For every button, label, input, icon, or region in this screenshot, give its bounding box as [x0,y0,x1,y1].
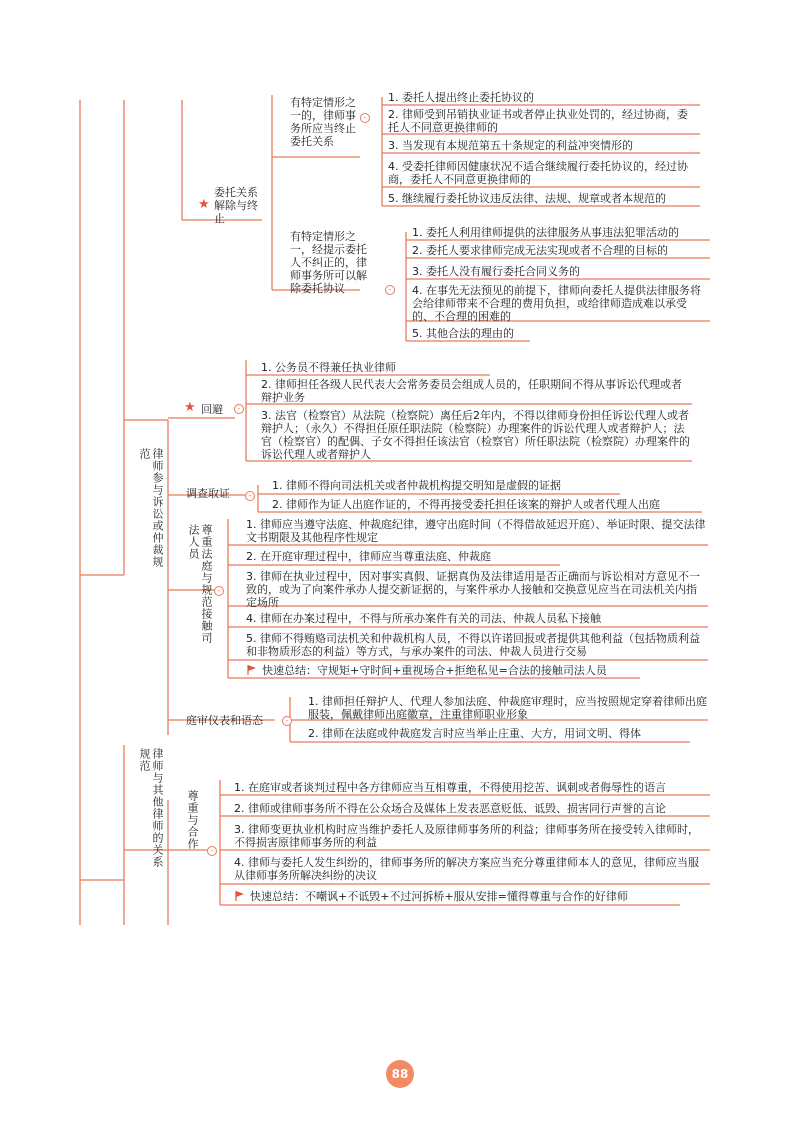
root-peers: 律师与其他律师的关系规范 [138,748,164,868]
summary-text: 快速总结：守规矩+守时间+重视场合+拒绝私见=合法的接触司法人员 [262,664,607,677]
list-item: 1. 律师不得向司法机关或者仲裁机构提交明知是虚假的证据 [272,479,561,492]
list-item: 2. 律师或律师事务所不得在公众场合及媒体上发表恶意贬低、诋毁、损害同行声誉的言论 [234,802,666,815]
star-icon: ★ [198,197,210,212]
list-item: 5. 律师不得贿赂司法机关和仲裁机构人员，不得以许诺回报或者提供其他利益（包括物质利益和非物质形态的利益）等方式，与承办案件的司法、仲裁人员进行交易 [246,632,700,658]
list-item: 3. 律师变更执业机构时应当维护委托人及原律师事务所的利益；律师事务所在接受转入律师时，不得损害原律师事务所的利益 [234,823,699,849]
list-item: 4. 在事先无法预见的前提下，律师向委托人提供法律服务将会给律师带来不合理的费用负担，或给律师造成难以承受的、不合理的困难的 [412,284,701,323]
collapse-icon[interactable]: - [385,285,395,295]
list-item: 1. 公务员不得兼任执业律师 [261,361,396,374]
collapse-icon[interactable]: - [360,113,370,123]
star-icon: ★ [184,400,196,415]
flag-icon [247,665,257,675]
collapse-icon[interactable]: - [245,491,255,501]
root-litigation: 律师参与诉讼或仲裁规范 [138,448,164,568]
summary-text: 快速总结：不嘲讽+不诋毁+不过河拆桥+服从安排=懂得尊重与合作的好律师 [250,890,628,903]
collapse-icon[interactable]: - [234,404,244,414]
list-item: 2. 在开庭审理过程中，律师应当尊重法庭、仲裁庭 [246,550,491,563]
page-number: 88 [386,1060,414,1088]
collapse-icon[interactable]: - [214,586,224,596]
list-item: 5. 继续履行委托协议违反法律、法规、规章或者本规范的 [388,192,666,205]
list-item: 4. 律师在办案过程中，不得与所承办案件有关的司法、仲裁人员私下接触 [246,612,601,625]
list-item: 2. 委托人要求律师完成无法实现或者不合理的目标的 [412,244,668,257]
list-item: 4. 受委托律师因健康状况不适合继续履行委托协议的，经过协商，委托人不同意更换律师的 [388,160,688,186]
list-item: 1. 在庭审或者谈判过程中各方律师应当互相尊重，不得使用挖苦、讽刺或者侮辱性的语言 [234,781,666,794]
recusal-label: 回避 [201,403,223,416]
list-item: 3. 律师在执业过程中，因对事实真假、证据真伪及法律适用是否正确而与诉讼相对方意见不一致的，或为了向案件承办人提交新证据的，与案件承办人接触和交换意见应当在司法机关内指定场所 [246,570,700,609]
list-item: 2. 律师作为证人出庭作证的，不得再接受委托担任该案的辩护人或者代理人出庭 [272,498,660,511]
evidence-label: 调查取证 [186,487,230,500]
list-item: 2. 律师在法庭或仲裁庭发言时应当举止庄重、大方，用词文明、得体 [308,727,641,740]
list-item: 1. 委托人提出终止委托协议的 [388,91,534,104]
list-item: 3. 当发现有本规范第五十条规定的利益冲突情形的 [388,139,633,152]
list-item: 3. 委托人没有履行委托合同义务的 [412,265,580,278]
group1-label: 有特定情形之一的，律师事务所应当终止委托关系 [290,96,356,148]
collapse-icon[interactable]: - [207,846,217,856]
list-item: 1. 律师应当遵守法庭、仲裁庭纪律，遵守出庭时间（不得借故延迟开庭）、举证时限、提交法律文书期限及其他程序性规定 [246,518,706,544]
list-item: 3. 法官（检察官）从法院（检察院）离任后2年内，不得以律师身份担任诉讼代理人或者辩护人；（永久）不得担任原任职法院（检察院）办理案件的诉讼代理人或者辩护人；法官（检察官）的配偶、子女不得担任该法官（检察官）所任职法院（检察院）办理案件的诉讼代理人或者辩护人 [261,409,690,461]
group2-label: 有特定情形之一，经提示委托人不纠正的，律师事务所可以解除委托协议 [290,230,367,295]
courtroom-label: 庭审仪表和语态 [186,714,263,727]
coop-label: 尊重与合作 [186,790,199,850]
list-item: 1. 委托人利用律师提供的法律服务从事违法犯罪活动的 [412,226,679,239]
list-item: 1. 律师担任辩护人、代理人参加法庭、仲裁庭审理时，应当按照规定穿着律师出庭服装，佩戴律师出庭徽章，注重律师职业形象 [308,695,707,721]
list-item: 5. 其他合法的理由的 [412,327,514,340]
list-item: 2. 律师担任各级人民代表大会常务委员会组成人员的，任职期间不得从事诉讼代理或者辩护业务 [261,378,682,404]
list-item: 2. 律师受到吊销执业证书或者停止执业处罚的，经过协商，委托人不同意更换律师的 [388,108,688,134]
respect-label: 尊重法庭与规范接触司法人员 [187,524,213,644]
termination-label: 委托关系解除与终止 [214,186,258,225]
list-item: 4. 律师与委托人发生纠纷的，律师事务所的解决方案应当充分尊重律师本人的意见，律师应当服从律师事务所解决纠纷的决议 [234,856,699,882]
flag-icon [235,891,245,901]
collapse-icon[interactable]: - [282,716,292,726]
